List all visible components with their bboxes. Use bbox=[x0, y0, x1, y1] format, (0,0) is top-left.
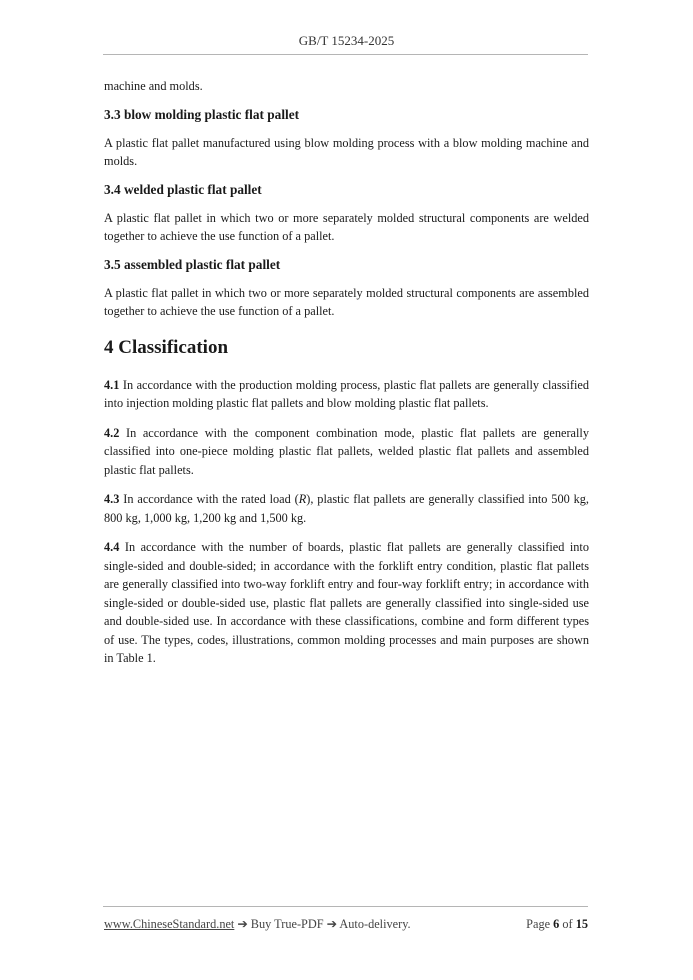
clause-4-1 bbox=[104, 376, 589, 413]
footer-divider bbox=[103, 906, 588, 907]
clause-4-2 bbox=[104, 424, 589, 480]
section-3-3-text: A plastic flat pallet manufactured using blow molding process with a blow molding machine and molds. bbox=[104, 135, 589, 168]
section-3-4-text: A plastic flat pallet in which two or more separately molded structural components are welded together to achieve the use function of a pallet. bbox=[104, 210, 589, 243]
continued-paragraph: machine and molds. bbox=[104, 79, 203, 93]
clause-text: ), plastic flat pallets are generally classified into 500 kg, 800 kg, 1,000 kg, 1,200 kg and 1,500 kg. bbox=[104, 492, 589, 525]
page-current: 6 bbox=[553, 917, 560, 931]
section-3-4-heading: 3.4 welded plastic flat pallet bbox=[104, 181, 262, 197]
clause-number: 4.4 bbox=[104, 540, 120, 554]
page-total: 15 bbox=[575, 917, 588, 931]
page-number bbox=[526, 917, 588, 932]
document-header-id: GB/T 15234-2025 bbox=[298, 33, 395, 48]
clause-number: 4.3 bbox=[104, 492, 120, 506]
clause-text: In accordance with the component combination mode, plastic flat pallets are generally classified into one-piece molding plastic flat pallets, welded plastic flat pallets and assembled plastic flat pallets. bbox=[104, 425, 589, 477]
page-label: Page bbox=[526, 917, 551, 931]
section-3-5-text: A plastic flat pallet in which two or more separately molded structural components are assembled together to achieve the use function of a pallet. bbox=[104, 285, 589, 318]
section-3-5-heading: 3.5 assembled plastic flat pallet bbox=[104, 256, 281, 272]
clause-text: In accordance with the number of boards, plastic flat pallets are generally classified into single-sided and double-sided; in accordance with the forklift entry condition, plastic flat pallets are generally classified into two-way forklift entry and four-way forklift entry; in accordance with single-sided or double-sided use, plastic flat pallets are generally classified into single-sided use and double-sided use. In accordance with these classifications, combine and form different types of use. The types, codes, illustrations, common molding processes and main purposes are shown in Table 1. bbox=[104, 540, 589, 665]
clause-number: 4.1 bbox=[104, 377, 120, 392]
clause-text: In accordance with the production molding process, plastic flat pallets are generally classified into injection molding plastic flat pallets and blow molding plastic flat pallets. bbox=[104, 377, 589, 410]
arrow-icon: ➔ bbox=[326, 917, 337, 931]
rated-load-symbol: R bbox=[298, 492, 307, 506]
section-3-3-heading: 3.3 blow molding plastic flat pallet bbox=[104, 106, 300, 122]
section-4-heading: 4 Classification bbox=[104, 336, 229, 358]
clause-4-4 bbox=[104, 538, 589, 668]
of-label: of bbox=[562, 917, 573, 931]
clause-number: 4.2 bbox=[104, 425, 120, 440]
clause-text: In accordance with the rated load ( bbox=[119, 492, 299, 506]
footer-links bbox=[104, 917, 411, 932]
clause-4-3 bbox=[104, 490, 589, 527]
header-divider bbox=[103, 54, 588, 55]
buy-pdf-text: Buy True-PDF bbox=[247, 917, 327, 931]
page-content bbox=[104, 77, 589, 679]
auto-delivery-text: Auto-delivery. bbox=[336, 917, 411, 931]
arrow-icon: ➔ bbox=[237, 917, 248, 931]
site-link[interactable]: www.ChineseStandard.net bbox=[104, 917, 235, 931]
